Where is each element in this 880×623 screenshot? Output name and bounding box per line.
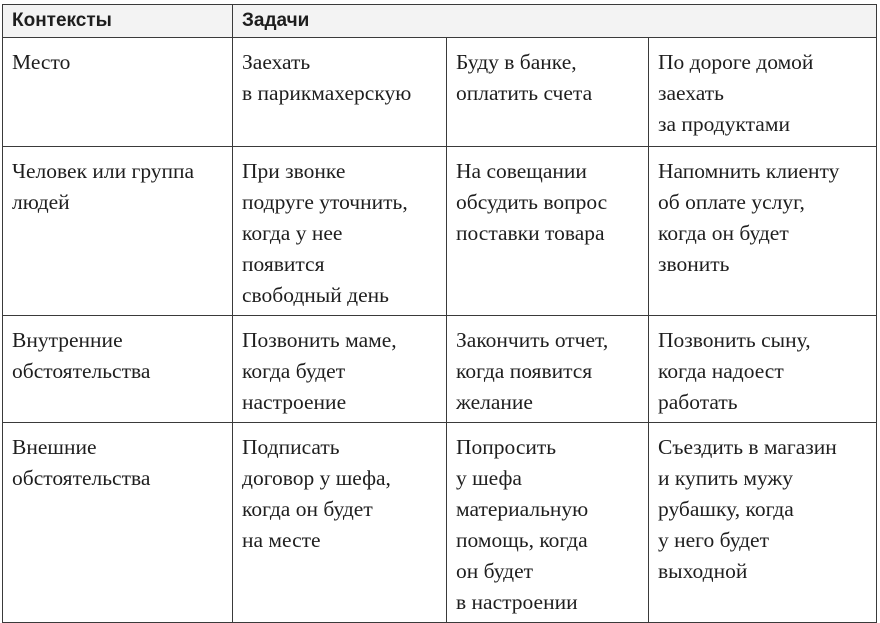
contexts-tasks-table [2,4,877,623]
header-contexts: Контексты [3,5,233,38]
task-cell: Напомнить клиенту об оплате услуг, когда он будет звонить [649,147,877,316]
context-cell: Внутренние обстоятельства [3,316,233,423]
table-row [3,147,877,316]
task-cell: При звонке подруге уточнить, когда у нее появится свободный день [233,147,447,316]
task-cell: Подписать договор у шефа, когда он будет на месте [233,423,447,623]
context-cell: Человек или группа людей [3,147,233,316]
task-cell: Съездить в магазин и купить мужу рубашку, когда у него будет выходной [649,423,877,623]
task-cell: На совещании обсудить вопрос поставки товара [447,147,649,316]
header-tasks: Задачи [233,5,877,38]
task-cell: Позвонить маме, когда будет настроение [233,316,447,423]
table-row [3,38,877,147]
header-row [3,5,877,38]
task-cell: Буду в банке, оплатить счета [447,38,649,147]
table-body [3,38,877,623]
task-cell: Заехать в парикмахерскую [233,38,447,147]
task-cell: Закончить отчет, когда появится желание [447,316,649,423]
context-cell: Внешние обстоятельства [3,423,233,623]
task-cell: Попросить у шефа материальную помощь, когда он будет в настроении [447,423,649,623]
task-cell: По дороге домой заехать за продуктами [649,38,877,147]
table-header [3,5,877,38]
table-row [3,316,877,423]
task-cell: Позвонить сыну, когда надоест работать [649,316,877,423]
context-cell: Место [3,38,233,147]
